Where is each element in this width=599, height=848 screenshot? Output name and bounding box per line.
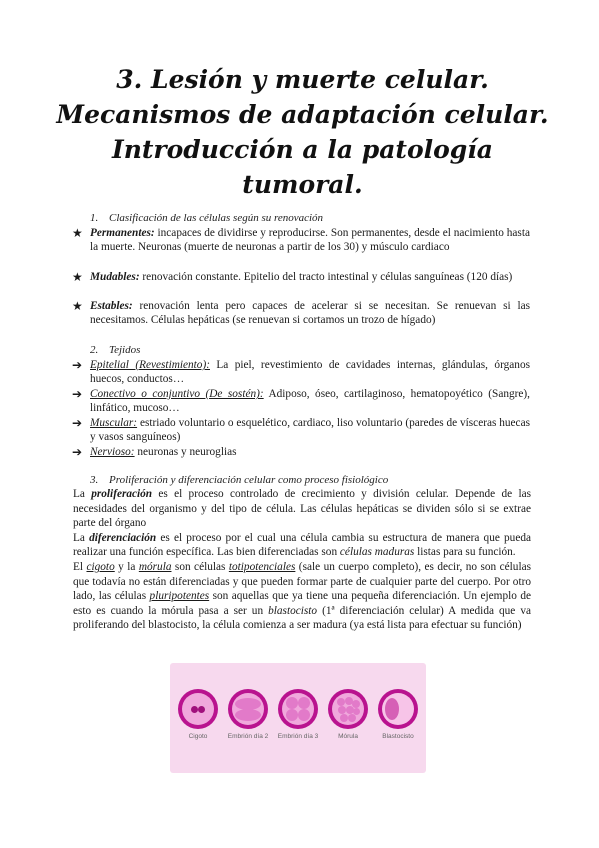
arrow-bullet-icon: ➔	[72, 358, 83, 372]
title-line-3: Introducción a la patología	[112, 135, 493, 164]
section-heading-3: 3. Proliferación y diferenciación celular como proceso fisiológico	[90, 474, 389, 486]
embryo-stages-figure	[170, 663, 426, 773]
list-item: ➔ Nervioso: neuronas y neuroglias	[72, 445, 237, 459]
body-text	[73, 487, 531, 633]
morula-icon	[328, 689, 368, 729]
two-cell-embryo-icon	[228, 689, 268, 729]
stage-embrion-dia-3: Embrión día 3	[276, 689, 320, 741]
paragraph-proliferacion: La proliferación es el proceso controlado de crecimiento y división celular. Depende de las necesidades del organismo y del tipo de célula. Las células hepáticas se dividen sólo si se extrae parte del órgano	[73, 488, 531, 530]
list-item: ★ Mudables: renovación constante. Epitelio del tracto intestinal y células sanguíneas (120 días)	[72, 270, 513, 284]
list-item: ★ Permanentes: incapaces de dividirse y reproducirse. Son permanentes, desde el nacimiento hasta la muerte. Neuronas (muerte de neuronas a partir de los 30) y músculo cardiaco	[72, 226, 530, 254]
stage-embrion-dia-2: Embrión día 2	[226, 689, 270, 741]
list-item: ➔ Conectivo o conjuntivo (De sostén): Adiposo, óseo, cartilaginoso, hematopoyético (Sangre), linfático, mucoso…	[72, 387, 530, 415]
section-heading-1: 1. Clasificación de las células según su renovación	[90, 212, 324, 224]
arrow-bullet-icon: ➔	[72, 445, 83, 459]
paragraph-diferenciacion: La diferenciación es el proceso por el cual una célula cambia su estructura de manera que pueda realizar una función específica. Las bien diferenciadas son células maduras listas para su función.	[73, 531, 531, 559]
title-line-1: 3. Lesión y muerte celular.	[116, 65, 489, 94]
star-bullet-icon: ★	[72, 299, 83, 313]
page-title	[40, 62, 565, 202]
paragraph-cigoto: El cigoto y la mórula son células totipotenciales (sale un cuerpo completo), es decir, no son células que todavía no están diferenciadas y que pueden formar parte de cualquier parte del cuerpo. Por otro lado, las células pluripotentes son aquellas que ya tiene una pequeña diferenciación. Un ejemplo de esto es cuando la mórula pasa a ser un blastocisto (1ª diferenciación celular) A medida que va proliferando del blastocisto, la célula comienza a ser madura (ya está lista para efectuar su función)	[73, 560, 531, 632]
stage-cigoto: Cigoto	[176, 689, 220, 741]
four-cell-embryo-icon	[278, 689, 318, 729]
section-heading-2: 2. Tejidos	[90, 344, 141, 356]
star-bullet-icon: ★	[72, 226, 83, 240]
star-bullet-icon: ★	[72, 270, 83, 284]
title-line-2: Mecanismos de adaptación celular.	[56, 100, 549, 129]
list-item: ★ Estables: renovación lenta pero capaces de acelerar si se necesitan. Se renuevan si las necesitamos. Células hepáticas (se renuevan si cortamos un trozo de hígado)	[72, 299, 530, 327]
list-item: ➔ Muscular: estriado voluntario o esquelético, cardiaco, liso voluntario (paredes de vísceras huecas y vasos sanguíneos)	[72, 416, 530, 444]
list-item: ➔ Epitelial (Revestimiento): La piel, revestimiento de cavidades internas, glándulas, órganos huecos, conductos…	[72, 358, 530, 386]
stage-morula: Mórula	[326, 689, 370, 741]
arrow-bullet-icon: ➔	[72, 387, 83, 401]
arrow-bullet-icon: ➔	[72, 416, 83, 430]
stage-blastocisto: Blastocisto	[376, 689, 420, 741]
title-line-4: tumoral.	[242, 170, 363, 199]
blastocyst-icon	[378, 689, 418, 729]
zygote-cell-icon	[178, 689, 218, 729]
